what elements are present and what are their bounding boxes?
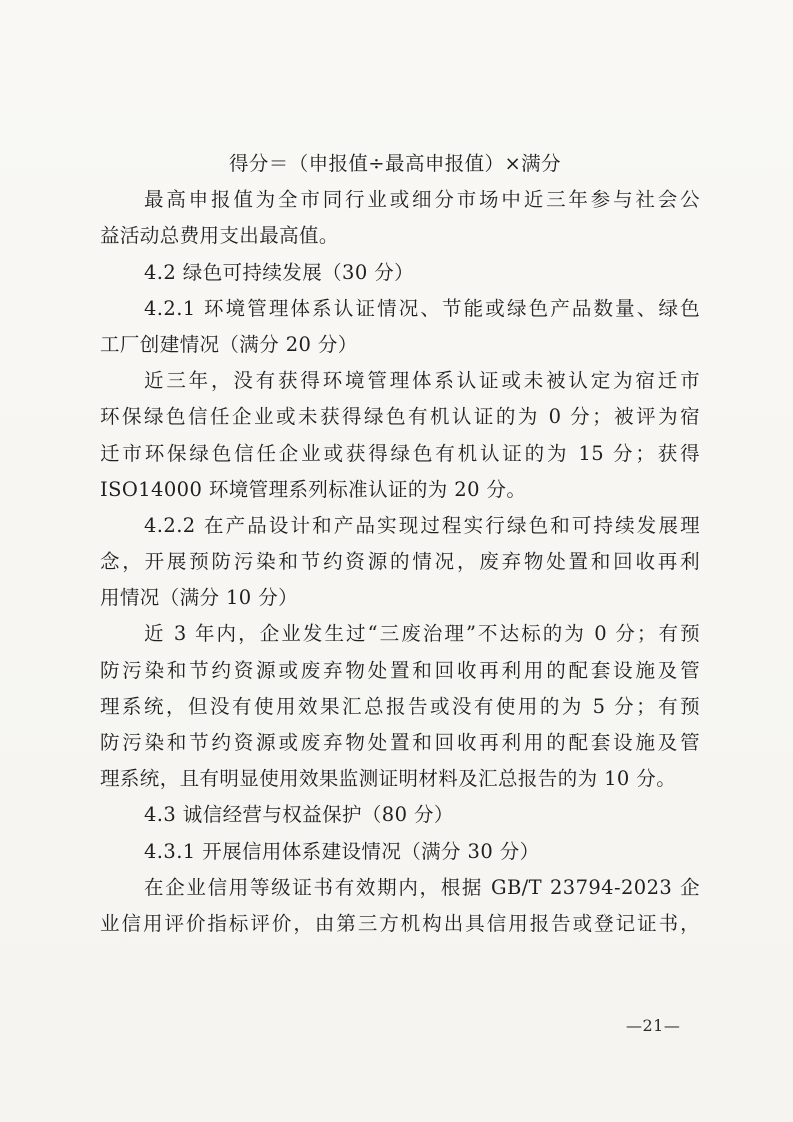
paragraph-line: ISO14000 环境管理系列标准认证的为 20 分。: [100, 477, 527, 501]
paragraph-line: 近三年，没有获得环境管理体系认证或未被认定为宿迁市: [144, 369, 700, 393]
subsection-heading: 念，开展预防污染和节约资源的情况，废弃物处置和回收再利: [100, 550, 700, 574]
subsection-heading: 工厂创建情况（满分 20 分）: [100, 332, 358, 356]
paragraph-line: 理系统，但没有使用效果汇总报告或没有使用的为 5 分；有预: [100, 694, 700, 718]
subsection-heading: 4.3.1 开展信用体系建设情况（满分 30 分）: [144, 839, 540, 863]
paragraph-line: 迁市环保绿色信任企业或获得绿色有机认证的为 15 分；获得: [100, 441, 700, 465]
document-body: [100, 146, 700, 942]
paragraph-line: 在企业信用等级证书有效期内，根据 GB/T 23794-2023 企: [144, 875, 700, 899]
subsection-heading: 4.2.1 环境管理体系认证情况、节能或绿色产品数量、绿色: [144, 296, 700, 320]
paragraph-line: 防污染和节约资源或废弃物处置和回收再利用的配套设施及管: [100, 658, 700, 682]
paragraph-line: 益活动总费用支出最高值。: [100, 224, 339, 248]
paragraph-line: 理系统，且有明显使用效果监测证明材料及汇总报告的为 10 分。: [100, 767, 677, 791]
section-heading: 4.2 绿色可持续发展（30 分）: [144, 260, 415, 284]
subsection-heading: 4.2.2 在产品设计和产品实现过程实行绿色和可持续发展理: [144, 513, 700, 537]
section-heading: 4.3 诚信经营与权益保护（80 分）: [144, 803, 454, 827]
paragraph-line: 环保绿色信任企业或未获得绿色有机认证的为 0 分；被评为宿: [100, 405, 700, 429]
formula-line: 得分＝（申报值÷最高申报值）×满分: [229, 152, 561, 175]
paragraph-line: 最高申报值为全市同行业或细分市场中近三年参与社会公: [144, 188, 700, 212]
paragraph-line: 近 3 年内，企业发生过“三废治理”不达标的为 0 分；有预: [144, 622, 700, 646]
paragraph-line: 业信用评价指标评价，由第三方机构出具信用报告或登记证书，: [100, 911, 700, 935]
paragraph-line: 防污染和节约资源或废弃物处置和回收再利用的配套设施及管: [100, 731, 700, 754]
subsection-heading: 用情况（满分 10 分）: [100, 586, 299, 610]
page-number: —21—: [626, 1016, 681, 1035]
